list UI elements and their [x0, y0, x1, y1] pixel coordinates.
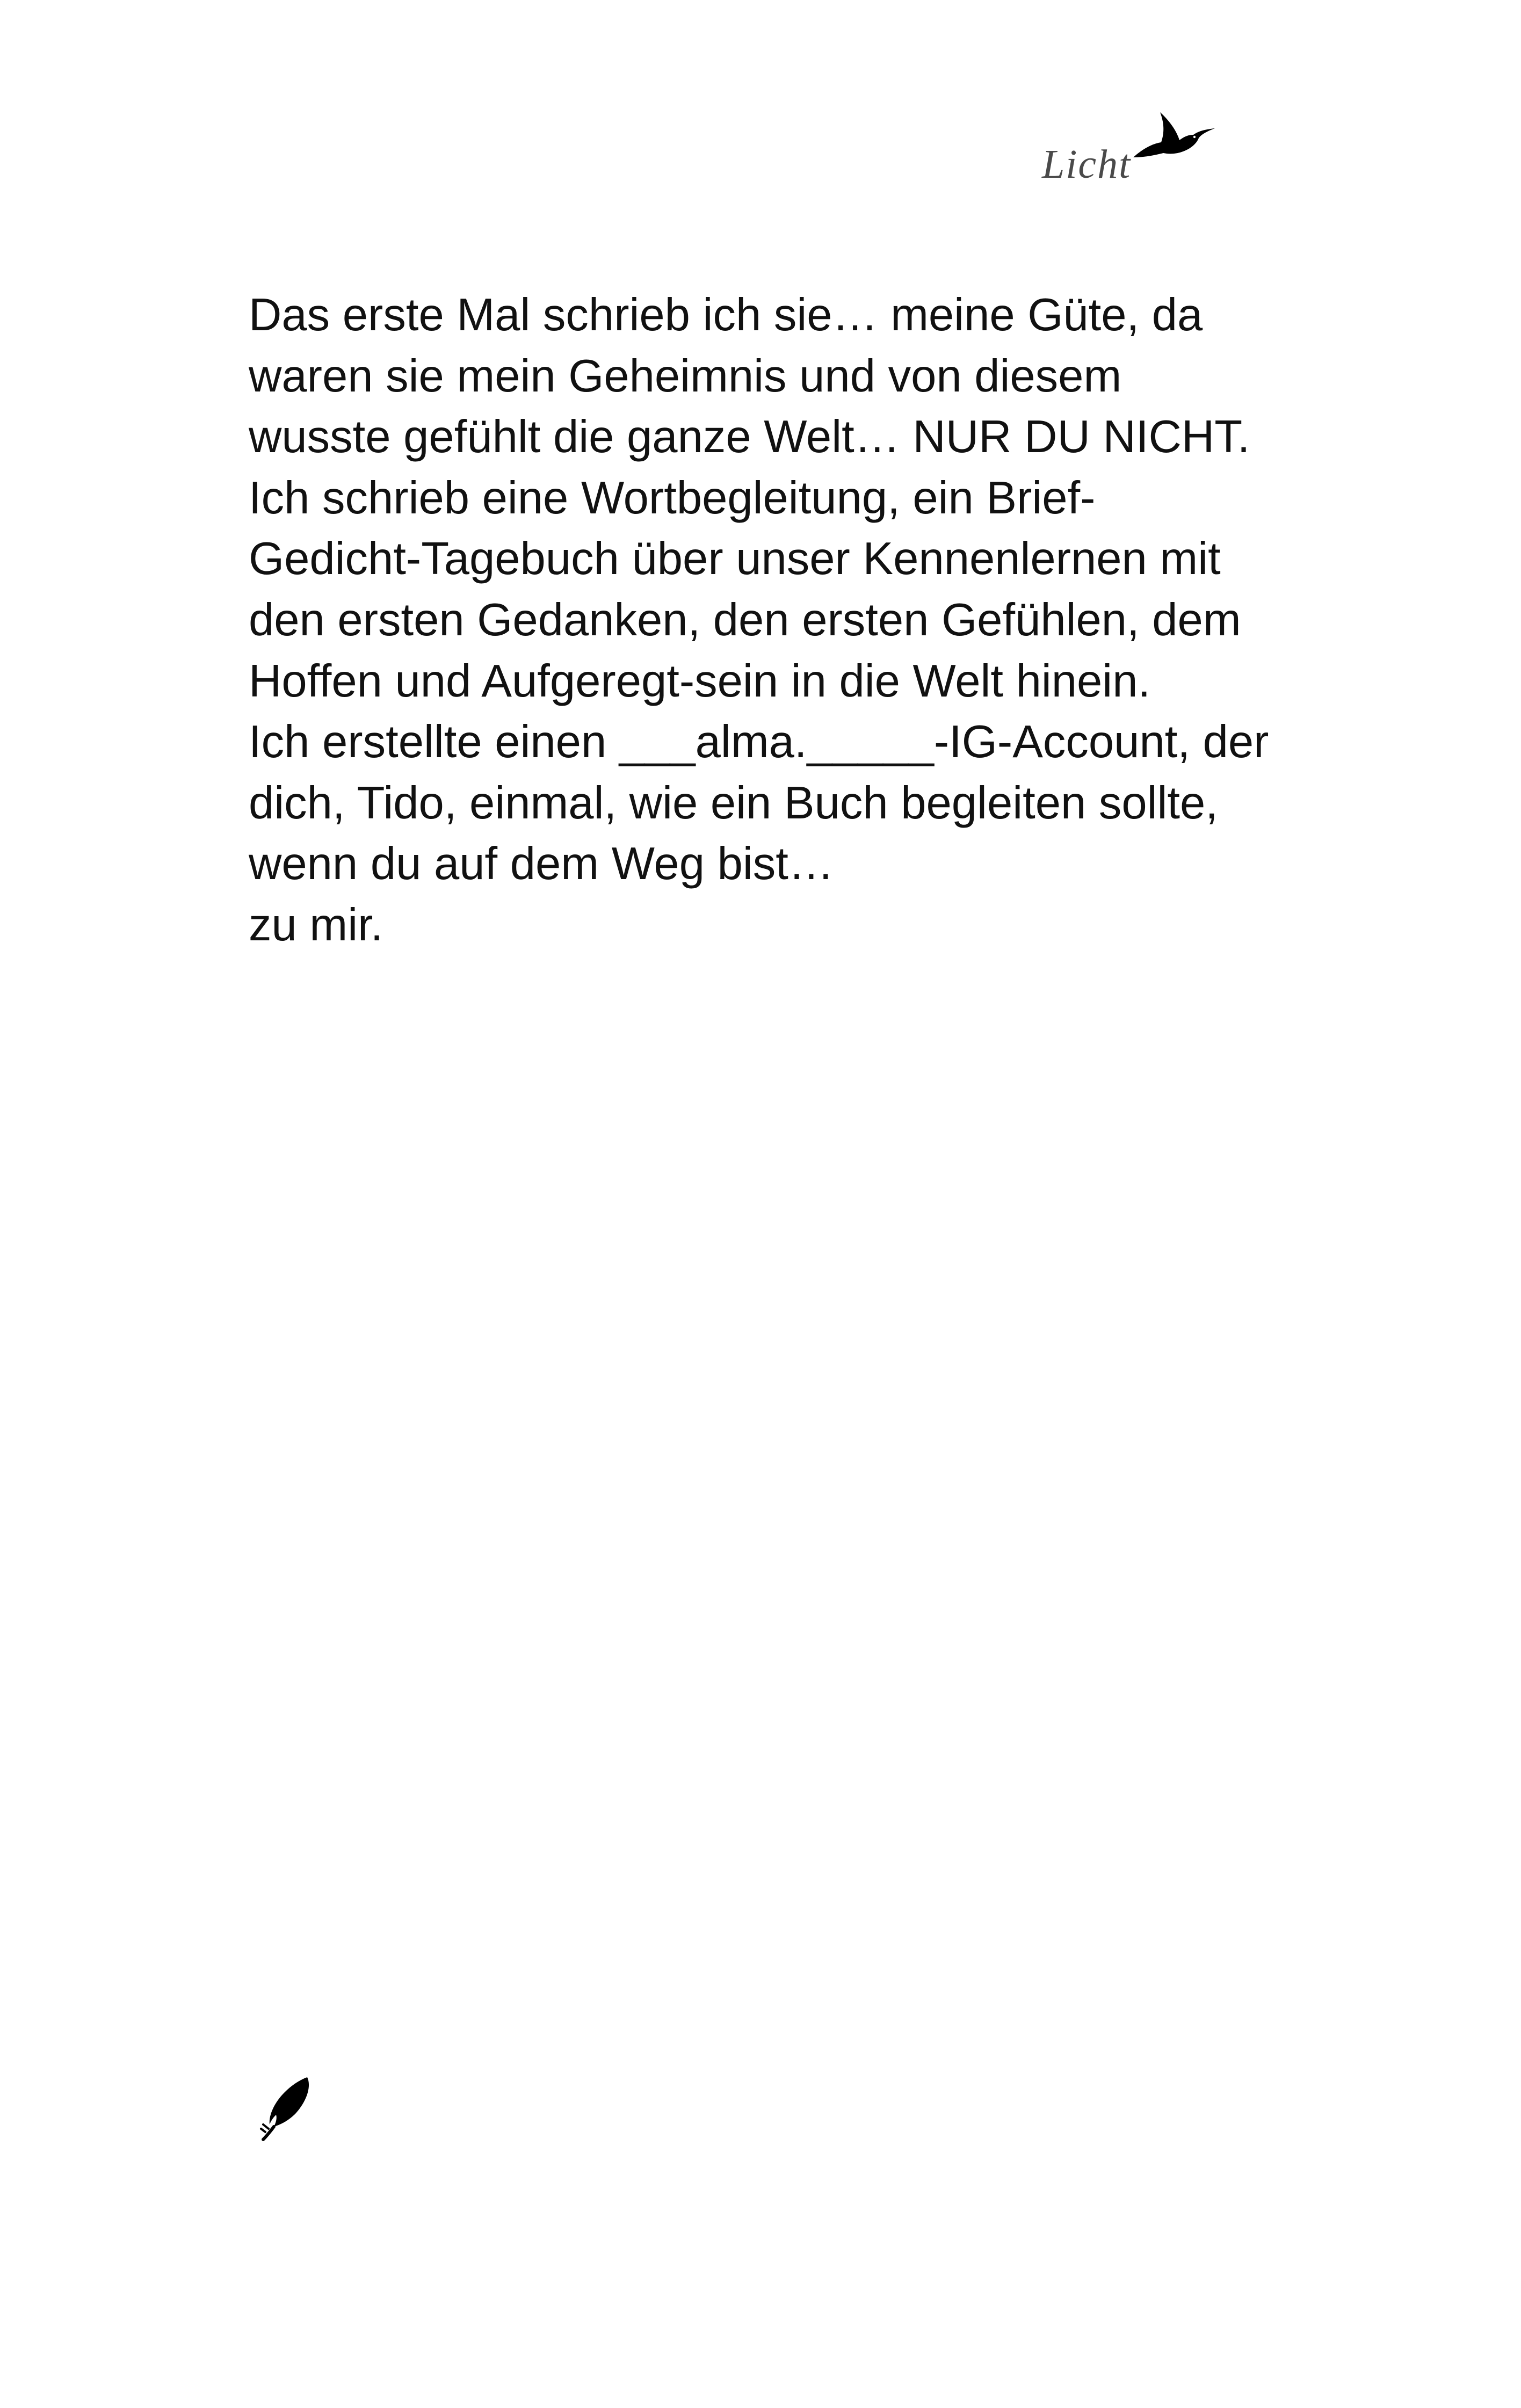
- text-line: waren sie mein Geheimnis und von diesem: [249, 350, 1122, 402]
- text-line: wenn du auf dem Weg bist…: [249, 838, 834, 890]
- feather-icon: [258, 2073, 314, 2143]
- text-line: zu mir.: [249, 899, 383, 951]
- text-line: Ich erstellte einen ___alma._____-IG-Account, der: [249, 716, 1269, 768]
- text-line: Hoffen und Aufgeregt-sein in die Welt hinein.: [249, 655, 1151, 707]
- text-line: dich, Tido, einmal, wie ein Buch begleiten sollte,: [249, 777, 1218, 829]
- text-line: Ich schrieb eine Wortbegleitung, ein Brief-: [249, 472, 1096, 524]
- text-line: wusste gefühlt die ganze Welt… NUR DU NICHT.: [249, 411, 1250, 463]
- body-paragraph: [249, 285, 1269, 956]
- text-line: den ersten Gedanken, den ersten Gefühlen, dem: [249, 594, 1241, 645]
- hummingbird-icon: [1128, 110, 1216, 169]
- text-line: Das erste Mal schrieb ich sie… meine Güte, da: [249, 289, 1203, 340]
- running-title: Licht: [1042, 142, 1132, 187]
- text-line: Gedicht-Tagebuch über unser Kennenlernen mit: [249, 533, 1221, 585]
